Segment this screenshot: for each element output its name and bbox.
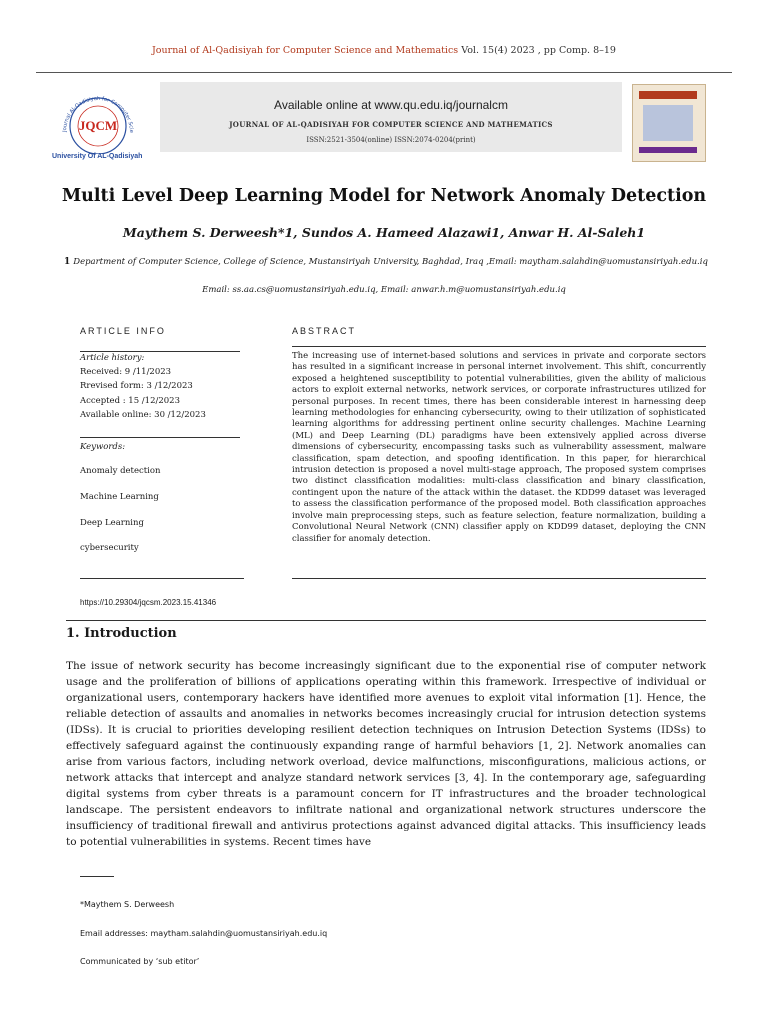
footnote-author: *Maythem S. Derweesh [80, 900, 175, 909]
keyword-item: Deep Learning [80, 518, 144, 528]
info-bottom-divider [80, 578, 244, 579]
affiliation-text: Department of Computer Science, College of Science, Mustansiriyah University, Baghdad, Iraq ,Email: maytham.salahdin@uomustansiriyah.edu.iq [73, 257, 708, 267]
abstract-heading: ABSTRACT [292, 326, 357, 336]
footnote-communicated: Communicated by ‘sub etitor’ [80, 957, 200, 966]
affiliation-marker: 1 [64, 257, 71, 267]
header-divider [36, 72, 732, 73]
abstract-divider [292, 346, 706, 347]
revised-date: Rrevised form: 3 /12/2023 [80, 381, 193, 391]
logo-text: JQCM [78, 118, 118, 133]
banner-journal-name: JOURNAL OF AL-QADISIYAH FOR COMPUTER SCIENCE AND MATHEMATICS [229, 120, 553, 129]
abstract-text: The increasing use of internet-based solutions and services in private and corporate sectors has resulted in a significant increase in personal internet involvement. This shift, concurrently exposed a heightened susceptibility to potential vulnerabilities, given the ability of malicious actors to exploit external networks, network services, or corporate infrastructures utilized for personal purposes. In recent times, there has been considerable interest in harnessing deep learning methodologies for enhancing cybersecurity, owing to their utilization of sophisticated learning algorithms for addressing pertinent online security challenges. Machine Learning (ML) and Deep Learning (DL) paradigms have been extensively applied across diverse dimensions of cybersecurity, encompassing tasks such as vulnerability assessment, malware classification, spam detection, and spoofing identification. In this paper, for hierarchical intrusion detection is proposed a novel multi-stage approach, The proposed system comprises two distinct classification modalities: multi-class classification and binary classification, contingent upon the nature of the attack within the dataset. the KDD99 dataset was leveraged to assess the classification performance of the proposed model. Both classification approaches involve main preprocessing steps, such as feature selection, feature normalization, building a Convolutional Neural Network (CNN) classifier apply on KDD99 dataset, deploying the CNN classifier for anomaly detection. [292, 351, 706, 544]
accepted-date: Accepted : 15 /12/2023 [80, 396, 180, 406]
keywords-divider [80, 437, 240, 438]
introduction-text: The issue of network security has become increasingly significant due to the exponential rise of computer network usage and the proliferation of billions of applications operating within this framework. Irrespective of individual or organizational users, contemporary hackers have identified more avenues to exploit vital information [1]. Hence, the reliable detection of assaults and anomalies in networks becomes increasingly crucial for intrusion detection systems (IDSs). It is crucial to priorities developing resilient detection techniques on Intrusion Detection Systems (IDSs) to effectively safeguard against the continuously expanding range of harmful behaviors [1, 2]. Network anomalies can arise from various factors, including network overload, device malfunctions, misconfigurations, malicious actions, or network attacks that intercept and analyze standard network services [3, 4]. In the contemporary age, safeguarding digital systems from cyber threats is a paramount concern for IT infrastructures and the broader technological landscape. The persistent endeavors to infiltrate national and organizational network structures underscore the insufficiency of traditional firewall and antivirus protections against advanced digital attacks. This insufficiency leads to potential vulnerabilities in systems. Recent times have [66, 660, 706, 848]
journal-name: Journal of Al-Qadisiyah for Computer Science and Mathematics [152, 45, 459, 56]
paper-authors: Maythem S. Derweesh*1, Sundos A. Hameed Alazawi1, Anwar H. Al-Saleh1 [122, 225, 646, 240]
history-label: Article history: [80, 353, 145, 363]
received-date: Received: 9 /11/2023 [80, 367, 172, 377]
logo-arc-text: Journal Al-Qadisiyah for Computer Scie [61, 95, 135, 133]
available-date: Available online: 30 /12/2023 [80, 410, 206, 420]
affiliation [64, 257, 732, 267]
journal-details: Vol. 15(4) 2023 , pp Comp. 8–19 [461, 45, 616, 56]
article-info-heading: ARTICLE INFO [80, 326, 166, 336]
keywords-label: Keywords: [80, 442, 126, 452]
introduction-heading: 1. Introduction [66, 626, 177, 641]
section-divider [66, 620, 706, 621]
footnote-email: Email addresses: maytham.salahdin@uomustansiriyah.edu.iq [80, 929, 328, 938]
available-online: Available online at www.qu.edu.iq/journalcm [274, 98, 508, 112]
journal-logo [48, 84, 148, 154]
university-name: University Of AL-Qadisiyah [52, 153, 143, 160]
abstract-bottom-divider [292, 578, 706, 579]
keyword-item: Machine Learning [80, 492, 159, 502]
issn: ISSN:2521-3504(online) ISSN:2074-0204(print) [306, 136, 476, 144]
keyword-item: Anomaly detection [80, 466, 161, 476]
banner-box [160, 82, 622, 152]
paper-title: Multi Level Deep Learning Model for Network Anomaly Detection [61, 186, 707, 206]
journal-banner [36, 80, 732, 166]
footnote-divider [80, 876, 114, 877]
article-info-divider [80, 351, 240, 352]
author-emails: Email: ss.aa.cs@uomustansiriyah.edu.iq, Email: anwar.h.m@uomustansiriyah.edu.iq [202, 285, 566, 295]
doi-link[interactable]: https://10.29304/jqcsm.2023.15.41346 [80, 598, 217, 607]
journal-running-header [0, 45, 768, 56]
journal-cover-image [632, 84, 706, 162]
jqcm-logo-icon [48, 84, 148, 154]
keyword-item: cybersecurity [80, 543, 139, 553]
